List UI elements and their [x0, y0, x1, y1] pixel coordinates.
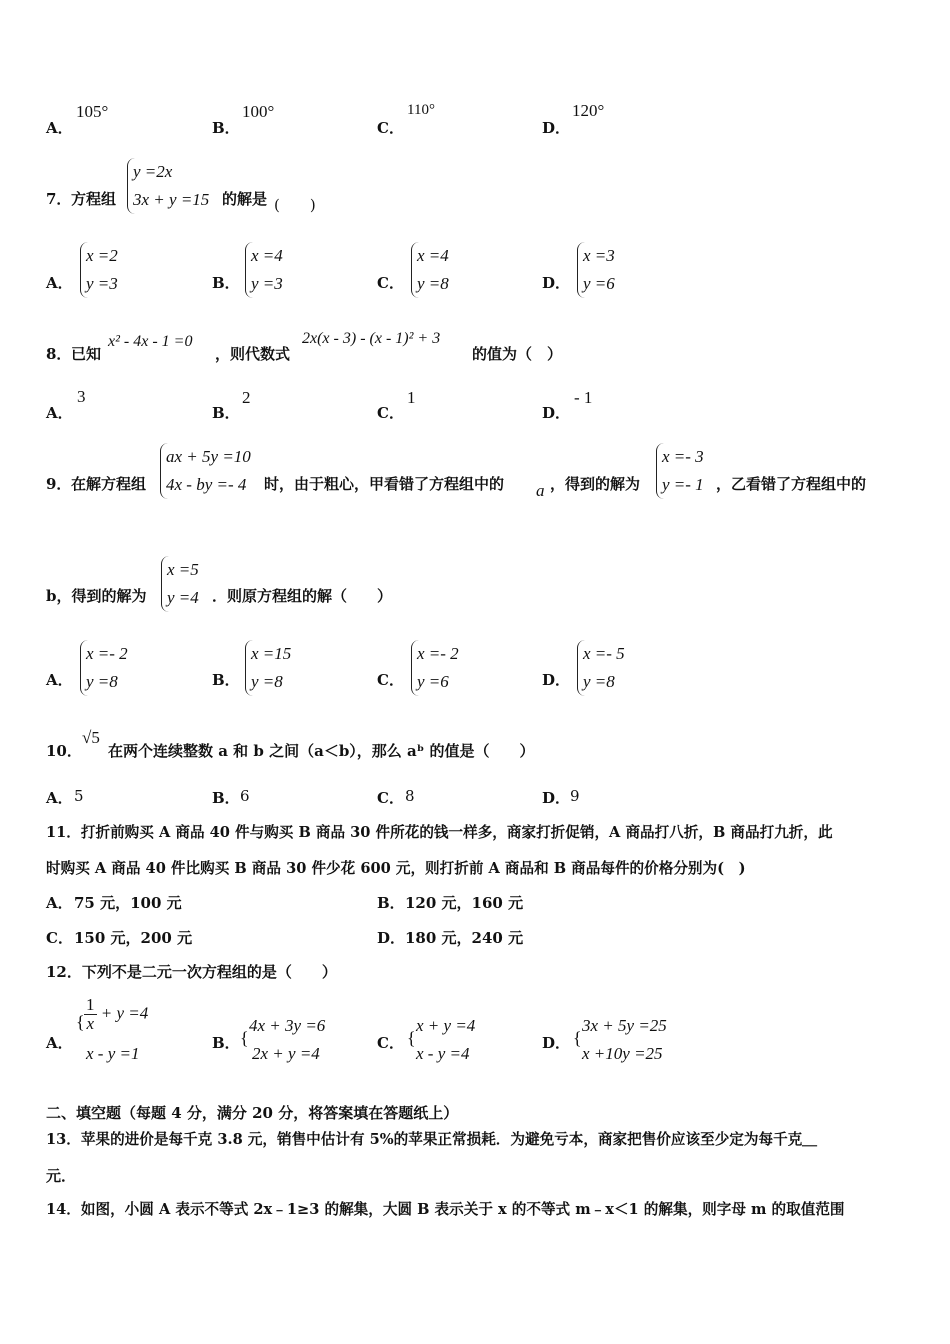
q9-text5: b，得到的解为 — [46, 587, 147, 605]
q12-option-d-label: D． — [542, 1034, 571, 1052]
q9-option-d-label: D． — [542, 671, 571, 689]
q9-option-c-system — [411, 640, 459, 696]
q12-option-b-eq2: 2x + y =4 — [252, 1044, 320, 1063]
q10-option-c-value: 8 — [405, 787, 415, 805]
q8-option-d-value: - 1 — [574, 388, 593, 407]
q12-option-a-eq1 — [84, 996, 148, 1033]
q12-option-a-eq1-rest: + y =4 — [100, 1003, 149, 1023]
q6-option-b-label: B． — [212, 119, 240, 137]
q9-text3: ，得到的解为 — [550, 475, 641, 493]
q12-option-b-label: B． — [212, 1034, 240, 1052]
q8-option-b-label: B． — [212, 404, 240, 422]
q10-option-d-value: 9 — [570, 787, 580, 805]
q9-text4: ，乙看错了方程组中的 — [716, 475, 867, 493]
q9-var-a: a — [536, 481, 545, 500]
q11-option-a-label: A． — [46, 894, 73, 912]
q6-option-d-label: D． — [542, 119, 571, 137]
q9-system — [160, 443, 251, 499]
q7-option-d-eq1: x =3 — [583, 246, 615, 265]
q7-option-a-system — [80, 242, 118, 298]
q7-number: 7． — [46, 190, 72, 208]
q9-text6: ．则原方程组的解（ ） — [212, 587, 393, 605]
q12-option-b-eq1: 4x + 3y =6 — [249, 1016, 326, 1035]
q10-option-c-label: C． — [377, 789, 404, 807]
q7-option-d-label: D． — [542, 274, 571, 292]
q9-solution-2 — [161, 556, 199, 612]
q12-stem: 12．下列不是二元一次方程组的是（ ） — [46, 963, 337, 981]
q10-option-a-value: 5 — [74, 787, 84, 805]
q11-line1: 11．打折前购买 A 商品 40 件与购买 B 商品 30 件所花的钱一样多，商家打折促销，A 商品打八折，B 商品打九折，此 — [46, 824, 833, 841]
q11-option-d-label: D． — [377, 929, 406, 947]
q8-option-c-value: 1 — [407, 388, 416, 407]
q7-option-b-eq1: x =4 — [251, 246, 283, 265]
q7-option-c-label: C． — [377, 274, 404, 292]
q6-option-c-value: 110° — [407, 102, 435, 118]
q9-solution-1-eq2: y =- 1 — [662, 475, 704, 494]
q9-solution-1-eq1: x =- 3 — [662, 447, 704, 466]
q10-option-d-label: D． — [542, 789, 571, 807]
q8-option-a-label: A． — [46, 404, 73, 422]
q11-option-b-label: B． — [377, 894, 405, 912]
q11-option-d-value: 180 元，240 元 — [405, 929, 524, 947]
q10-text: 在两个连续整数 a 和 b 之间（a＜b），那么 aᵇ 的值是（ ） — [108, 742, 535, 760]
q10-root: √5 — [82, 728, 100, 747]
q12-option-a-eq2: x - y =1 — [86, 1044, 140, 1063]
q12-option-d-brace: { — [573, 1028, 582, 1048]
q8-option-a-value: 3 — [77, 387, 86, 406]
q7-stem-suffix: 的解是 — [222, 190, 268, 208]
q8-text1: 已知 — [71, 345, 102, 363]
q13-line2: 元． — [46, 1167, 77, 1185]
q7-option-b-eq2: y =3 — [251, 274, 283, 293]
q9-option-a-eq2: y =8 — [86, 672, 118, 691]
q6-option-a-value: 105° — [76, 102, 109, 121]
q12-option-c-label: C． — [377, 1034, 404, 1052]
q12-option-c-eq1: x + y =4 — [416, 1016, 476, 1035]
q11-option-c-value: 150 元，200 元 — [74, 929, 193, 947]
q10-number: 10． — [46, 742, 82, 760]
q9-option-b-label: B． — [212, 671, 240, 689]
q7-stem-prefix: 方程组 — [71, 190, 117, 208]
q9-solution-1 — [656, 443, 704, 499]
q9-eq1: ax + 5y =10 — [166, 447, 251, 466]
q12-option-c-brace: { — [407, 1028, 416, 1048]
q8-option-c-label: C． — [377, 404, 404, 422]
q8-number: 8． — [46, 345, 72, 363]
q11-option-a-value: 75 元，100 元 — [74, 894, 182, 912]
q9-solution-2-eq2: y =4 — [167, 588, 199, 607]
q12-option-a-brace: { — [76, 1012, 85, 1032]
q7-option-d-eq2: y =6 — [583, 274, 615, 293]
q8-option-b-value: 2 — [242, 388, 251, 407]
q12-option-c-eq2: x - y =4 — [416, 1044, 470, 1063]
q9-option-a-label: A． — [46, 671, 73, 689]
q8-text3: 的值为（ ） — [472, 345, 563, 363]
q13-line1: 13．苹果的进价是每千克 3.8 元，销售中估计有 5%的苹果正常损耗．为避免亏本，商家把售价应该至少定为每千克＿ — [46, 1131, 817, 1148]
q9-option-d-system — [577, 640, 625, 696]
q9-option-a-eq1: x =- 2 — [86, 644, 128, 663]
q10-option-b-label: B． — [212, 789, 240, 807]
q7-option-c-eq2: y =8 — [417, 274, 449, 293]
q7-answer-paren: ( ) — [274, 196, 316, 214]
q8-option-d-label: D． — [542, 404, 571, 422]
q10-option-b-value: 6 — [240, 787, 250, 805]
q12-option-d-eq1: 3x + 5y =25 — [582, 1016, 667, 1035]
q7-option-a-eq2: y =3 — [86, 274, 118, 293]
q7-option-c-system — [411, 242, 449, 298]
q9-option-b-eq1: x =15 — [251, 644, 292, 663]
q9-option-c-label: C． — [377, 671, 404, 689]
q12-option-b-brace: { — [240, 1028, 249, 1048]
q7-eq1: y =2x — [133, 162, 173, 181]
q6-option-c-label: C． — [377, 119, 404, 137]
q8-text2: ，则代数式 — [215, 345, 291, 363]
q12-option-a-fraction — [84, 996, 97, 1033]
q7-option-a-eq1: x =2 — [86, 246, 118, 265]
q7-option-a-label: A． — [46, 274, 73, 292]
q6-option-b-value: 100° — [242, 102, 275, 121]
q9-eq2: 4x - by =- 4 — [166, 475, 247, 494]
q12-option-d-eq2: x +10y =25 — [582, 1044, 663, 1063]
q9-option-d-eq1: x =- 5 — [583, 644, 625, 663]
q14-line1: 14．如图，小圆 A 表示不等式 2x﹣1≥3 的解集，大圆 B 表示关于 x 的不等式 m﹣x＜1 的解集，则字母 m 的取值范围 — [46, 1201, 845, 1218]
q9-option-c-eq1: x =- 2 — [417, 644, 459, 663]
q9-option-b-system — [245, 640, 291, 696]
q7-system — [127, 158, 209, 214]
q9-text1: 在解方程组 — [71, 475, 147, 493]
q9-option-b-eq2: y =8 — [251, 672, 283, 691]
q9-number: 9． — [46, 475, 72, 493]
q11-line2: 时购买 A 商品 40 件比购买 B 商品 30 件少花 600 元，则打折前 A 商品和 B 商品每件的价格分别为( ) — [46, 860, 746, 877]
q9-option-d-eq2: y =8 — [583, 672, 615, 691]
q6-option-d-value: 120° — [572, 101, 605, 120]
q8-expr1: x² - 4x - 1 =0 — [108, 333, 193, 350]
q9-text2: 时，由于粗心，甲看错了方程组中的 — [264, 475, 505, 493]
q7-option-d-system — [577, 242, 615, 298]
q12-option-a-label: A． — [46, 1034, 73, 1052]
section2-heading: 二、填空题（每题 4 分，满分 20 分，将答案填在答题纸上） — [46, 1104, 459, 1122]
q8-expr2: 2x(x - 3) - (x - 1)² + 3 — [302, 330, 441, 347]
q7-eq2: 3x + y =15 — [133, 190, 210, 209]
q6-option-a-label: A． — [46, 119, 73, 137]
q7-option-b-label: B． — [212, 274, 240, 292]
q7-option-b-system — [245, 242, 283, 298]
q12-option-a-frac-den: x — [86, 1014, 95, 1033]
q9-solution-2-eq1: x =5 — [167, 560, 199, 579]
q9-option-c-eq2: y =6 — [417, 672, 449, 691]
q11-option-b-value: 120 元，160 元 — [405, 894, 524, 912]
q7-option-c-eq1: x =4 — [417, 246, 449, 265]
q11-option-c-label: C． — [46, 929, 73, 947]
q12-option-a-frac-num: 1 — [86, 995, 95, 1014]
q10-option-a-label: A． — [46, 789, 73, 807]
q9-option-a-system — [80, 640, 128, 696]
